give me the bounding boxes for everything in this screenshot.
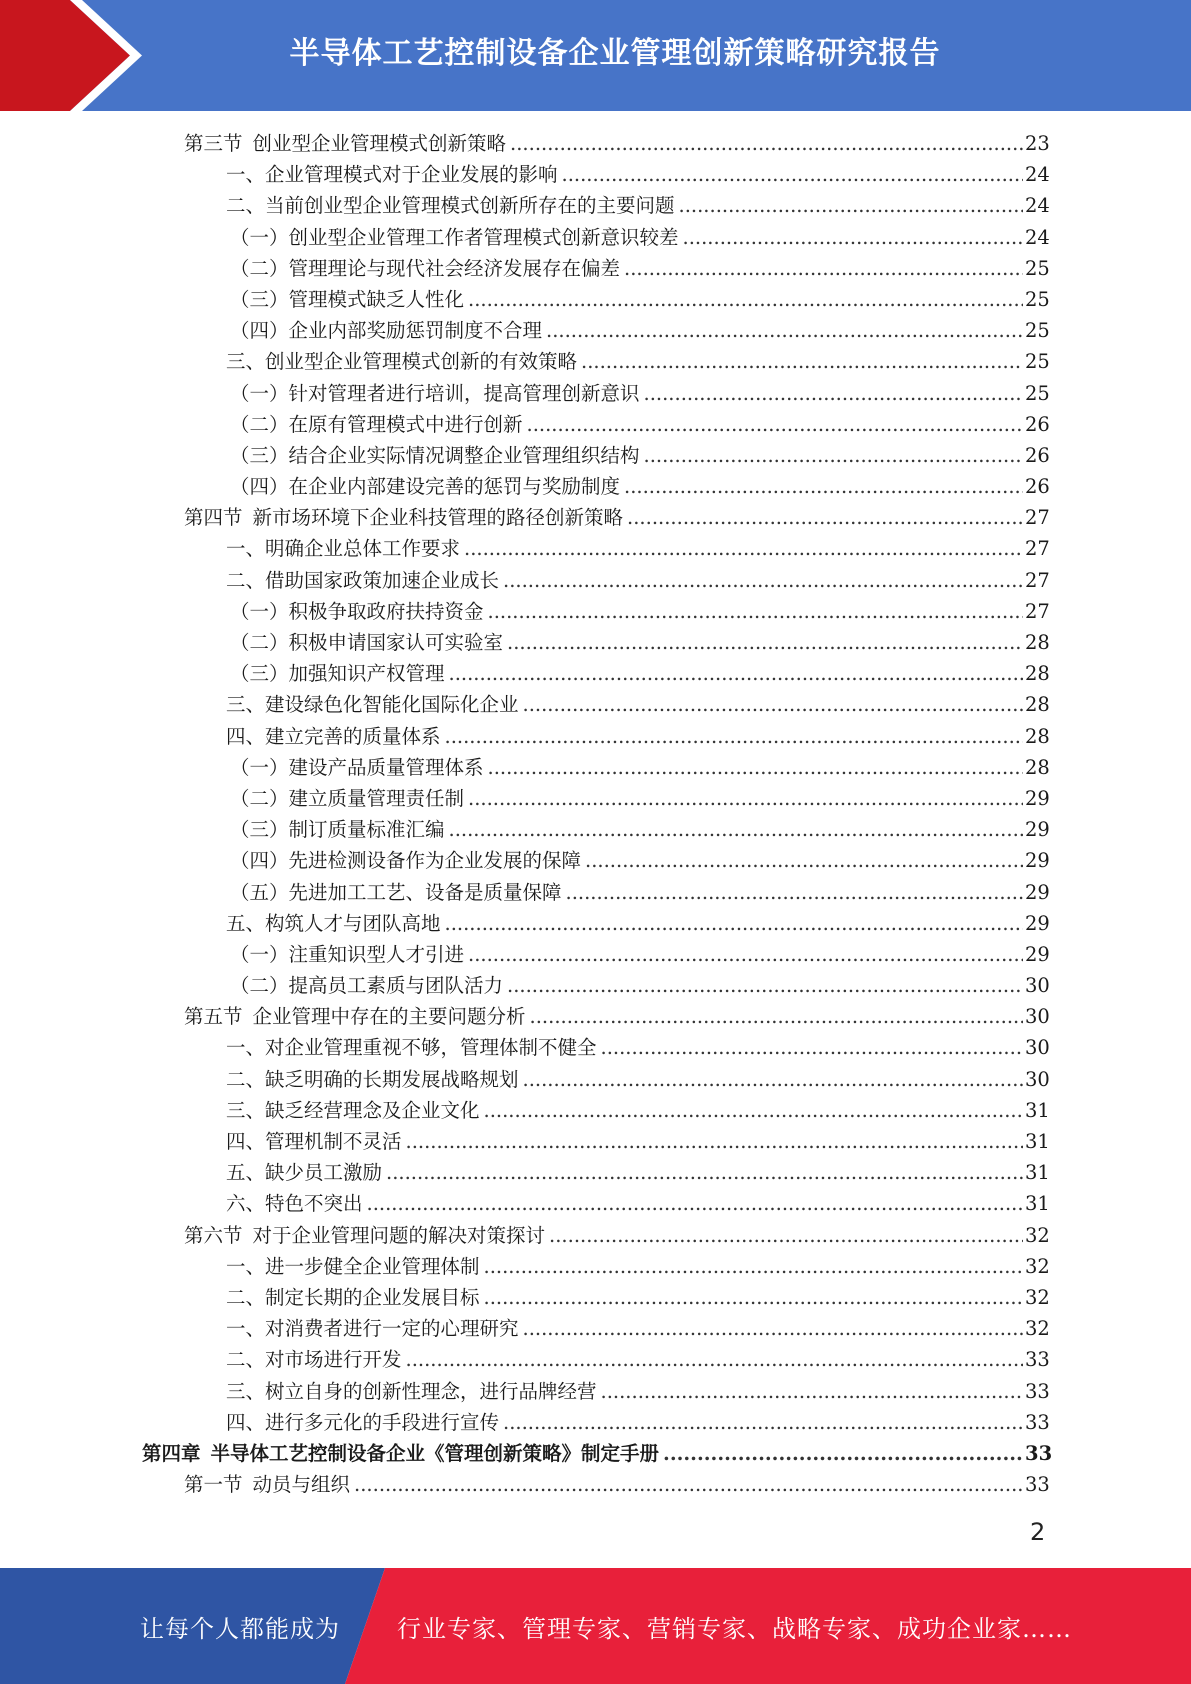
toc-entry-page: 32: [1025, 1223, 1050, 1247]
toc-entry-page: 27: [1025, 537, 1050, 561]
toc-entry-page: 29: [1025, 880, 1050, 904]
toc-entry-title: [226, 1344, 402, 1375]
toc-leader-dots: [663, 1438, 1023, 1469]
toc-leader-dots: [683, 222, 1023, 253]
toc-entry-page: 26: [1025, 443, 1050, 467]
toc-entry-label: 三、树立自身的创新性理念，进行品牌经营: [226, 1379, 597, 1403]
toc-entry-title: [226, 1032, 597, 1063]
toc-entry-label: （一）注重知识型人才引进: [230, 942, 465, 966]
toc-leader-dots: [510, 128, 1023, 159]
toc-leader-dots: [644, 440, 1023, 471]
toc-entry-label: 三、缺乏经营理念及企业文化: [226, 1098, 480, 1122]
toc-leader-dots: [406, 1344, 1023, 1375]
toc-entry[interactable]: [0, 315, 1191, 346]
toc-entry-page: 33: [1025, 1379, 1050, 1403]
toc-leader-dots: [546, 315, 1023, 346]
toc-entry-title: [226, 689, 519, 720]
toc-entry-label: （一）针对管理者进行培训，提高管理创新意识: [230, 381, 640, 405]
toc-entry-label: 四、管理机制不灵活: [226, 1130, 402, 1153]
toc-entry-label: （四）在企业内部建设完善的惩罚与奖励制度: [230, 475, 621, 499]
toc-leader-dots: [354, 1469, 1023, 1500]
toc-entry-title: [230, 877, 562, 908]
toc-entry-title: [230, 627, 503, 658]
toc-entry-label: 一、进一步健全企业管理体制: [226, 1254, 480, 1278]
toc-entry[interactable]: [0, 409, 1191, 440]
toc-entry-title: [226, 565, 499, 596]
toc-entry-label: （一）创业型企业管理工作者管理模式创新意识较差: [230, 225, 679, 249]
toc-entry[interactable]: [0, 1095, 1191, 1126]
toc-leader-dots: [367, 1188, 1023, 1219]
toc-entry-title: [184, 1469, 350, 1500]
toc-entry-page: 24: [1025, 163, 1050, 187]
toc-entry[interactable]: [0, 596, 1191, 627]
toc-entry-label: （三）管理模式缺乏人性化: [230, 287, 465, 311]
toc-entry[interactable]: [0, 658, 1191, 689]
toc-entry-label: （四）先进检测设备作为企业发展的保障: [230, 849, 582, 873]
toc-entry-title: [226, 908, 441, 939]
toc-entry[interactable]: [0, 190, 1191, 221]
toc-entry-title: [230, 284, 464, 315]
toc-entry-title: [226, 1126, 402, 1157]
toc-entry[interactable]: [0, 1344, 1191, 1375]
toc-leader-dots: [624, 471, 1023, 502]
toc-leader-dots: [484, 1251, 1023, 1282]
toc-leader-dots: [507, 970, 1023, 1001]
toc-entry-title: [230, 222, 679, 253]
toc-entry-page: 33: [1025, 1348, 1050, 1372]
toc-entry[interactable]: [0, 1064, 1191, 1095]
toc-entry-prefix: 第四节: [184, 506, 243, 530]
toc-entry-title: [230, 814, 445, 845]
toc-entry-page: 25: [1025, 319, 1050, 343]
toc-entry[interactable]: [0, 1376, 1191, 1407]
toc-leader-dots: [449, 658, 1023, 689]
toc-entry-label: 五、构筑人才与团队高地: [226, 911, 441, 935]
toc-entry-page: 26: [1025, 412, 1050, 436]
toc-entry-label: （三）结合企业实际情况调整企业管理组织结构: [230, 443, 640, 467]
toc-entry-label: 六、特色不突出: [226, 1192, 363, 1216]
toc-entry-title: [226, 1188, 363, 1219]
toc-entry-page: 25: [1025, 287, 1050, 311]
toc-leader-dots: [581, 346, 1023, 377]
toc-entry-label: 二、借助国家政策加速企业成长: [226, 568, 500, 592]
toc-leader-dots: [566, 877, 1023, 908]
toc-entry[interactable]: [0, 1157, 1191, 1188]
toc-leader-dots: [488, 596, 1023, 627]
toc-entry-page: 28: [1025, 755, 1050, 779]
toc-entry-prefix: 第四章: [142, 1441, 201, 1465]
toc-leader-dots: [627, 502, 1023, 533]
toc-entry[interactable]: [0, 284, 1191, 315]
toc-entry-title: [184, 1220, 545, 1251]
toc-entry-page: 33: [1025, 1410, 1050, 1434]
toc-entry[interactable]: [0, 378, 1191, 409]
toc-entry-page: 24: [1025, 225, 1050, 249]
toc-entry-title: [226, 533, 460, 564]
toc-entry-page: 28: [1025, 631, 1050, 654]
toc-leader-dots: [562, 159, 1023, 190]
toc-leader-dots: [523, 689, 1023, 720]
toc-entry-label: （四）企业内部奖励惩罚制度不合理: [230, 319, 543, 343]
toc-entry[interactable]: [0, 253, 1191, 284]
toc-entry-page: 29: [1025, 911, 1050, 935]
toc-entry-label: 新市场环境下企业科技管理的路径创新策略: [252, 506, 624, 530]
toc-entry[interactable]: [0, 159, 1191, 190]
toc-entry-label: 二、对市场进行开发: [226, 1348, 402, 1372]
toc-entry-title: [226, 346, 577, 377]
toc-entry-title: [226, 1251, 480, 1282]
toc-leader-dots: [468, 939, 1023, 970]
toc-entry-prefix: 第三节: [184, 132, 243, 155]
toc-leader-dots: [449, 814, 1023, 845]
toc-entry-title: [230, 939, 464, 970]
toc-entry-page: 29: [1025, 786, 1050, 810]
toc-entry[interactable]: [0, 533, 1191, 564]
toc-entry-title: [226, 190, 675, 221]
toc-entry-page: 32: [1025, 1285, 1050, 1309]
toc-leader-dots: [549, 1220, 1023, 1251]
toc-leader-dots: [468, 284, 1023, 315]
toc-entry-label: （三）制订质量标准汇编: [230, 818, 445, 842]
header-banner: [0, 0, 1191, 111]
toc-leader-dots: [679, 190, 1023, 221]
toc-entry-page: 26: [1025, 475, 1050, 499]
toc-entry-label: 企业管理中存在的主要问题分析: [252, 1005, 526, 1029]
footer-banner: [0, 1568, 1191, 1684]
toc-entry-page: 30: [1025, 1005, 1050, 1029]
toc-entry[interactable]: [0, 1407, 1191, 1438]
page-number: 2: [1030, 1518, 1046, 1546]
toc-entry-page: 29: [1025, 942, 1050, 966]
toc-leader-dots: [468, 783, 1023, 814]
footer-slogan-left: 让每个人都能成为: [140, 1614, 340, 1643]
toc-entry[interactable]: [0, 721, 1191, 752]
toc-entry[interactable]: [0, 1032, 1191, 1063]
toc-entry-label: （二）管理理论与现代社会经济发展存在偏差: [230, 256, 621, 280]
toc-entry-label: 动员与组织: [252, 1473, 351, 1497]
toc-entry[interactable]: [0, 752, 1191, 783]
toc-entry-title: [230, 315, 542, 346]
toc-entry-label: 二、缺乏明确的长期发展战略规划: [226, 1067, 519, 1091]
toc-leader-dots: [527, 409, 1023, 440]
toc-entry[interactable]: [0, 502, 1191, 533]
toc-entry[interactable]: [0, 689, 1191, 720]
toc-leader-dots: [507, 627, 1023, 658]
toc-entry[interactable]: [0, 471, 1191, 502]
toc-entry-page: 28: [1025, 662, 1050, 686]
toc-entry[interactable]: [0, 845, 1191, 876]
toc-entry[interactable]: [0, 346, 1191, 377]
toc-entry-page: 27: [1025, 568, 1050, 592]
toc-entry-page: 27: [1025, 599, 1050, 623]
toc-entry-title: [184, 1001, 526, 1032]
toc-entry-label: 一、对消费者进行一定的心理研究: [226, 1317, 519, 1341]
toc-entry-title: [142, 1438, 659, 1469]
toc-entry-label: 四、建立完善的质量体系: [226, 724, 441, 748]
toc-entry-title: [226, 159, 558, 190]
toc-leader-dots: [530, 1001, 1023, 1032]
toc-entry-page: 32: [1025, 1317, 1050, 1341]
toc-leader-dots: [445, 908, 1023, 939]
toc-entry-page: 31: [1025, 1130, 1050, 1153]
toc-entry[interactable]: [0, 1282, 1191, 1313]
toc-entry-page: 25: [1025, 256, 1050, 280]
toc-leader-dots: [484, 1095, 1023, 1126]
toc-entry[interactable]: [0, 565, 1191, 596]
toc-entry[interactable]: [0, 128, 1191, 159]
toc-entry-prefix: 第一节: [184, 1473, 243, 1497]
toc-entry-title: [230, 378, 640, 409]
toc-entry-label: 五、缺少员工激励: [226, 1161, 383, 1185]
toc-entry-title: [230, 970, 503, 1001]
toc-entry[interactable]: [0, 222, 1191, 253]
toc-entry-label: 二、制定长期的企业发展目标: [226, 1285, 480, 1309]
toc-entry-page: 25: [1025, 381, 1050, 405]
toc-entry[interactable]: [0, 627, 1191, 658]
footer-slogan-right: 行业专家、管理专家、营销专家、战略专家、成功企业家……: [397, 1614, 1072, 1643]
toc-entry-title: [230, 783, 464, 814]
toc-leader-dots: [503, 565, 1023, 596]
toc-entry-title: [184, 128, 506, 159]
toc-entry-label: （一）建设产品质量管理体系: [230, 755, 484, 779]
toc-entry-title: [226, 1064, 519, 1095]
toc-leader-dots: [445, 721, 1023, 752]
toc-entry-label: 一、对企业管理重视不够，管理体制不健全: [226, 1036, 597, 1060]
toc-entry-page: 31: [1025, 1098, 1050, 1122]
toc-entry-page: 33: [1025, 1441, 1053, 1465]
toc-entry-title: [230, 596, 484, 627]
toc-entry-page: 31: [1025, 1161, 1050, 1185]
toc-entry-label: （二）在原有管理模式中进行创新: [230, 412, 523, 436]
toc-leader-dots: [644, 378, 1023, 409]
toc-entry-page: 33: [1025, 1473, 1050, 1497]
toc-entry[interactable]: [0, 1001, 1191, 1032]
toc-entry-label: （一）积极争取政府扶持资金: [230, 599, 484, 623]
toc-entry-page: 30: [1025, 1067, 1050, 1091]
toc-entry-page: 23: [1025, 132, 1050, 155]
toc-leader-dots: [624, 253, 1023, 284]
toc-entry-title: [230, 253, 620, 284]
toc-entry-page: 27: [1025, 506, 1050, 530]
toc-entry-title: [226, 1376, 597, 1407]
toc-entry-page: 29: [1025, 818, 1050, 842]
toc-leader-dots: [523, 1313, 1023, 1344]
toc-entry-title: [230, 471, 620, 502]
toc-leader-dots: [488, 752, 1023, 783]
toc-leader-dots: [601, 1376, 1023, 1407]
toc-entry-label: 对于企业管理问题的解决对策探讨: [252, 1223, 546, 1247]
table-of-contents: [0, 128, 1191, 1500]
toc-entry-page: 32: [1025, 1254, 1050, 1278]
toc-entry[interactable]: [0, 814, 1191, 845]
toc-entry-label: 三、创业型企业管理模式创新的有效策略: [226, 350, 578, 374]
toc-entry-label: （二）提高员工素质与团队活力: [230, 974, 504, 998]
toc-entry[interactable]: [0, 440, 1191, 471]
toc-entry-title: [226, 1095, 480, 1126]
toc-entry-title: [226, 721, 441, 752]
toc-entry[interactable]: [0, 1469, 1191, 1500]
toc-entry-prefix: 第六节: [184, 1223, 243, 1247]
toc-entry-label: （五）先进加工工艺、设备是质量保障: [230, 880, 562, 904]
toc-entry[interactable]: [0, 877, 1191, 908]
toc-entry-title: [230, 409, 523, 440]
toc-entry-title: [184, 502, 623, 533]
toc-leader-dots: [386, 1157, 1023, 1188]
toc-entry[interactable]: [0, 783, 1191, 814]
toc-entry-label: 创业型企业管理模式创新策略: [252, 132, 507, 155]
toc-entry-page: 28: [1025, 693, 1050, 717]
toc-entry-label: 二、当前创业型企业管理模式创新所存在的主要问题: [226, 194, 675, 218]
toc-leader-dots: [464, 533, 1023, 564]
toc-entry-page: 25: [1025, 350, 1050, 374]
toc-entry-label: （二）积极申请国家认可实验室: [230, 631, 504, 654]
toc-leader-dots: [585, 845, 1023, 876]
toc-entry-title: [230, 845, 581, 876]
toc-entry-label: 四、进行多元化的手段进行宣传: [226, 1410, 500, 1434]
toc-entry[interactable]: [0, 1438, 1191, 1469]
toc-entry[interactable]: [0, 1188, 1191, 1219]
toc-entry-label: 一、明确企业总体工作要求: [226, 537, 461, 561]
toc-entry-page: 30: [1025, 1036, 1050, 1060]
toc-entry[interactable]: [0, 970, 1191, 1001]
document-title: 半导体工艺控制设备企业管理创新策略研究报告: [289, 36, 941, 71]
toc-entry-page: 30: [1025, 974, 1050, 998]
toc-entry-title: [230, 752, 484, 783]
toc-entry-title: [230, 658, 445, 689]
toc-entry-title: [230, 440, 640, 471]
toc-entry[interactable]: [0, 1251, 1191, 1282]
toc-entry-label: （二）建立质量管理责任制: [230, 786, 465, 810]
toc-entry[interactable]: [0, 1313, 1191, 1344]
toc-entry-title: [226, 1282, 480, 1313]
toc-entry-page: 28: [1025, 724, 1050, 748]
toc-leader-dots: [484, 1282, 1023, 1313]
toc-entry-prefix: 第五节: [184, 1005, 243, 1029]
toc-entry-title: [226, 1313, 519, 1344]
toc-entry-page: 29: [1025, 849, 1050, 873]
toc-entry[interactable]: [0, 1126, 1191, 1157]
toc-entry-label: 半导体工艺控制设备企业《管理创新策略》制定手册: [210, 1441, 660, 1465]
toc-entry[interactable]: [0, 1220, 1191, 1251]
toc-leader-dots: [503, 1407, 1023, 1438]
toc-entry[interactable]: [0, 939, 1191, 970]
toc-leader-dots: [601, 1032, 1023, 1063]
toc-entry-label: （三）加强知识产权管理: [230, 662, 445, 686]
toc-entry-page: 24: [1025, 194, 1050, 218]
toc-entry-title: [226, 1157, 382, 1188]
toc-leader-dots: [523, 1064, 1023, 1095]
toc-entry-label: 一、企业管理模式对于企业发展的影响: [226, 163, 558, 187]
toc-entry-label: 三、建设绿色化智能化国际化企业: [226, 693, 519, 717]
toc-entry-title: [226, 1407, 499, 1438]
toc-entry-page: 31: [1025, 1192, 1050, 1216]
toc-leader-dots: [406, 1126, 1023, 1157]
toc-entry[interactable]: [0, 908, 1191, 939]
